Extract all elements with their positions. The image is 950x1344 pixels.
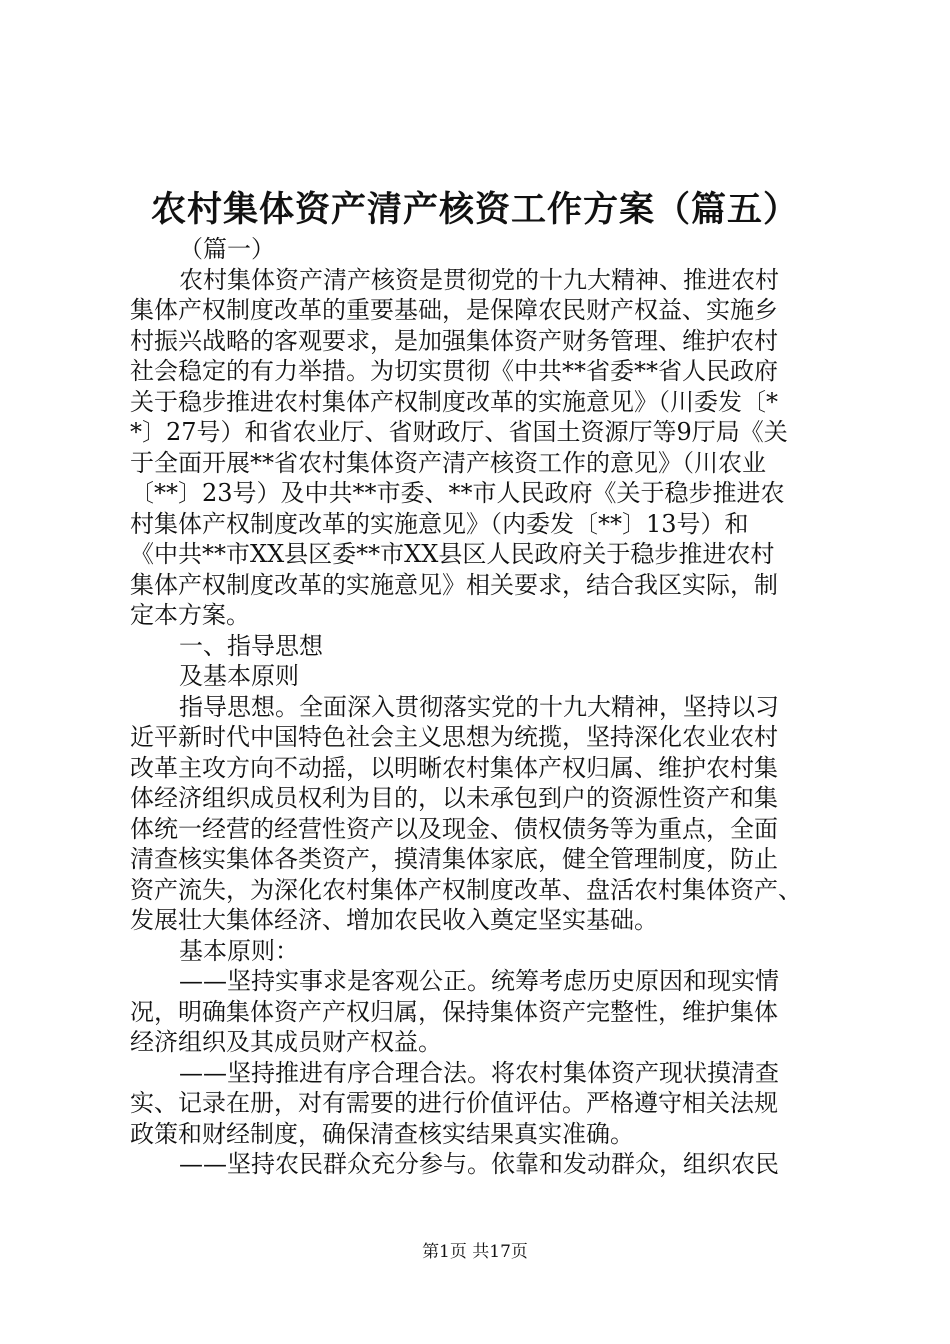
body-line: 集体产权制度改革的重要基础，是保障农民财产权益、实施乡	[130, 296, 778, 324]
body-line: 体经济组织成员权利为目的，以未承包到户的资源性资产和集	[130, 784, 778, 812]
body-line: 况，明确集体资产产权归属，保持集体资产完整性，维护集体	[130, 997, 778, 1026]
body-line: 及基本原则	[179, 662, 299, 690]
body-line: ——坚持推进有序合理合法。将农村集体资产现状摸清查	[179, 1058, 779, 1087]
body-line: ——坚持实事求是客观公正。统筹考虑历史原因和现实情	[179, 967, 779, 995]
body-line: 近平新时代中国特色社会主义思想为统揽，坚持深化农业农村	[130, 723, 778, 751]
body-line: 村集体产权制度改革的实施意见》（内委发〔**〕13号）和	[130, 509, 749, 538]
body-line: （篇一）	[179, 235, 275, 263]
body-line: 基本原则：	[179, 936, 299, 965]
document-body	[130, 234, 842, 1180]
body-line: 集体产权制度改革的实施意见》相关要求，结合我区实际，制	[130, 570, 778, 599]
body-line: 政策和财经制度，确保清查核实结果真实准确。	[130, 1119, 634, 1148]
body-line: 于全面开展**省农村集体资产清产核资工作的意见》（川农业	[130, 448, 766, 477]
body-line: 《中共**市XX县区委**市XX县区人民政府关于稳步推进农村	[130, 540, 775, 568]
body-line: 指导思想。全面深入贯彻落实党的十九大精神，坚持以习	[179, 692, 779, 721]
body-line: 〔**〕23号）及中共**市委、**市人民政府《关于稳步推进农	[130, 479, 785, 507]
body-line: 体统一经营的经营性资产以及现金、债权债务等为重点，全面	[130, 814, 778, 843]
body-line: 社会稳定的有力举措。为切实贯彻《中共**省委**省人民政府	[130, 357, 778, 385]
body-line: 关于稳步推进农村集体产权制度改革的实施意见》（川委发〔*	[130, 387, 778, 416]
body-line: 清查核实集体各类资产，摸清集体家底，健全管理制度，防止	[130, 845, 778, 873]
body-line: 农村集体资产清产核资是贯彻党的十九大精神、推进农村	[179, 265, 779, 294]
body-line: ——坚持农民群众充分参与。依靠和发动群众，组织农民	[179, 1150, 779, 1178]
page-footer: 第1页 共17页	[422, 1242, 528, 1262]
body-line: 村振兴战略的客观要求，是加强集体资产财务管理、维护农村	[130, 326, 778, 355]
body-line: 定本方案。	[130, 601, 250, 629]
body-line: 资产流失，为深化农村集体产权制度改革、盘活农村集体资产、	[130, 875, 802, 904]
body-line: 实、记录在册，对有需要的进行价值评估。严格遵守相关法规	[130, 1089, 778, 1117]
body-line: *〕27号）和省农业厅、省财政厅、省国土资源厅等9厅局《关	[130, 418, 788, 446]
body-line: 经济组织及其成员财产权益。	[130, 1028, 442, 1056]
body-line: 改革主攻方向不动摇，以明晰农村集体产权归属、维护农村集	[130, 753, 778, 782]
body-line: 发展壮大集体经济、增加农民收入奠定坚实基础。	[130, 906, 658, 934]
body-line: 一、指导思想	[179, 631, 323, 660]
document-title: 农村集体资产清产核资工作方案（篇五）	[150, 189, 799, 230]
